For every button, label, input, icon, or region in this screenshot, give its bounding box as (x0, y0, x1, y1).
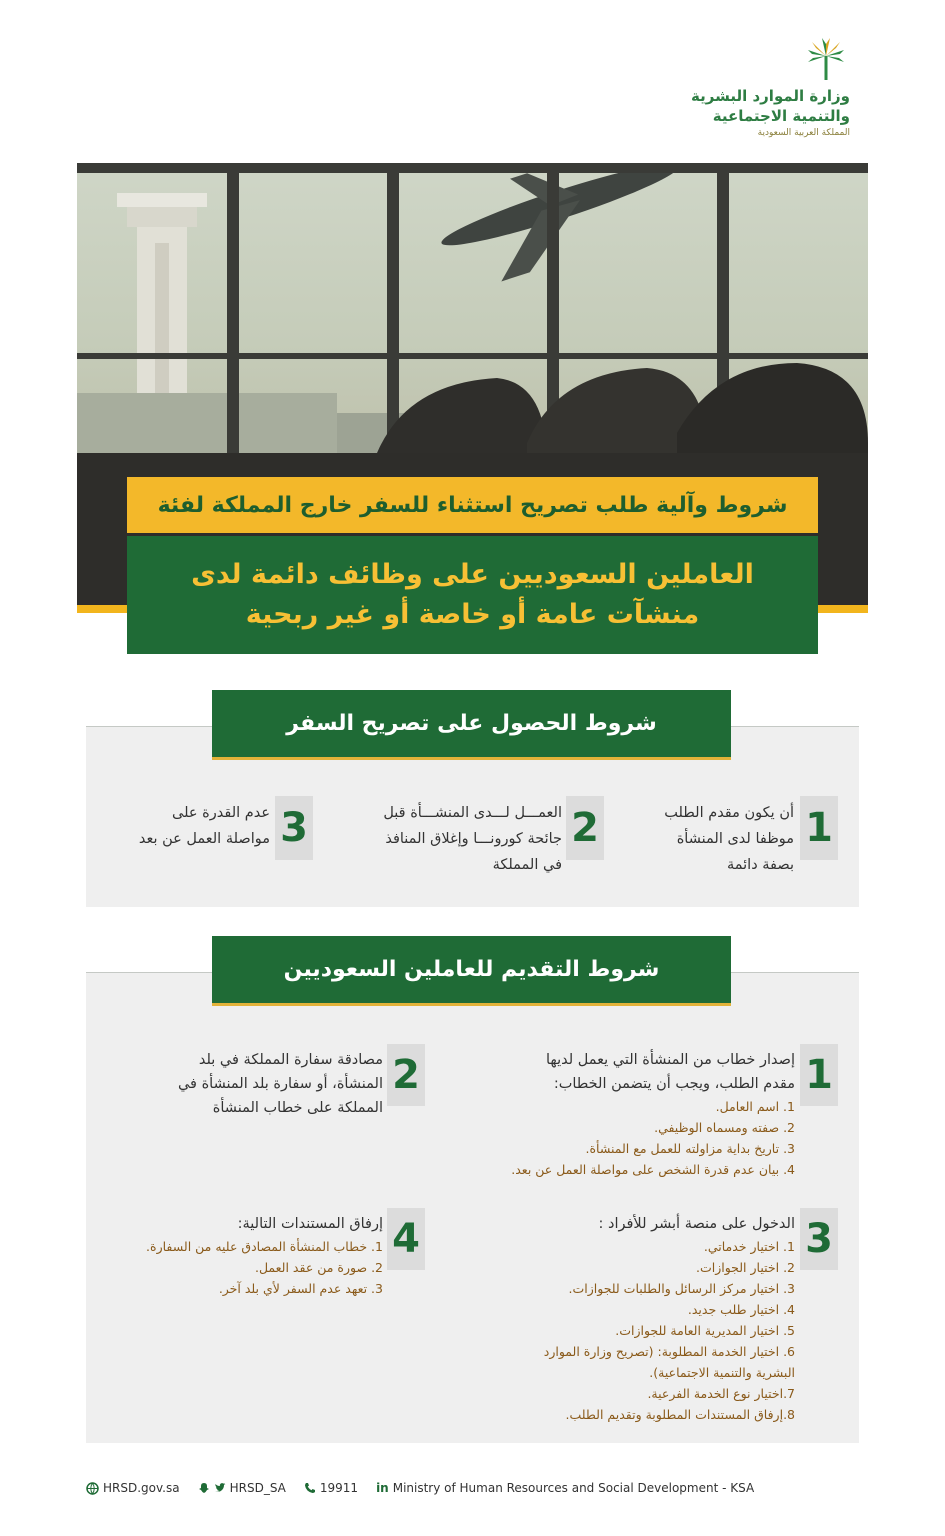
list-item: 2. صفته ومسماه الوظيفي. (654, 1120, 795, 1135)
list-item: 5. اختيار المديرية العامة للجوازات. (615, 1323, 795, 1338)
list-item: 4. اختيار طلب جديد. (687, 1302, 795, 1317)
footer-website-text: HRSD.gov.sa (103, 1481, 180, 1495)
condition-3-number: 3 (275, 796, 313, 860)
snapchat-icon (198, 1482, 210, 1494)
step-4-head: إرفاق المستندات التالية: (237, 1216, 383, 1232)
step-2-content (100, 1048, 383, 1120)
step-4-number: 4 (387, 1208, 425, 1270)
section1-heading-text: شروط الحصول على تصريح السفر (286, 711, 657, 736)
footer-social[interactable] (198, 1481, 286, 1495)
footer-social-text: HRSD_SA (229, 1481, 286, 1495)
step-3-head: الدخول على منصة أبشر للأفراد : (598, 1216, 795, 1232)
step-4-list (100, 1236, 383, 1299)
condition-3-line-2: مواصلة العمل عن بعد (138, 831, 270, 847)
step-1-content (440, 1048, 795, 1180)
list-item: 2. اختيار الجوازات. (696, 1260, 795, 1275)
condition-2-number: 2 (566, 796, 604, 860)
condition-2-line-3: في المملكة (492, 857, 562, 873)
condition-1-line-2: موظفا لدى المنشأة (676, 831, 794, 847)
list-item: 2. صورة من عقد العمل. (254, 1260, 383, 1275)
title-main-line-1: العاملين السعوديين على وظائف دائمة لدى (191, 559, 754, 590)
step-3-number: 3 (800, 1208, 838, 1270)
footer-phone[interactable] (304, 1481, 358, 1495)
title-top-banner (127, 477, 818, 533)
globe-icon (86, 1482, 99, 1495)
step-2-line-2: المنشأة، أو سفارة بلد المنشأة في (177, 1076, 383, 1092)
step-2-line-3: المملكة على خطاب المنشأة (212, 1100, 383, 1116)
condition-2-text (340, 800, 562, 878)
footer-website[interactable] (86, 1481, 180, 1495)
list-item: 1. اسم العامل. (715, 1099, 795, 1114)
logo-line-3: المملكة العربية السعودية (757, 128, 850, 138)
list-item: 4. بيان عدم قدرة الشخص على مواصلة العمل عن بعد. (511, 1162, 795, 1177)
condition-3-line-1: عدم القدرة على (172, 805, 270, 821)
footer-linkedin-text: Ministry of Human Resources and Social Development - KSA (392, 1481, 755, 1495)
condition-3-text (90, 800, 270, 852)
logo-line-2: والتنمية الاجتماعية (712, 107, 850, 125)
list-item: 3. تاريخ بداية مزاولته للعمل مع المنشأة. (585, 1141, 795, 1156)
title-main-line-2: منشآت عامة أو خاصة أو غير ربحية (245, 599, 700, 630)
list-item: 1. اختيار خدماتي. (703, 1239, 795, 1254)
palm-emblem-icon (802, 36, 850, 84)
phone-icon (304, 1482, 316, 1494)
list-item: 3. اختيار مركز الرسائل والطلبات للجوازات. (568, 1281, 795, 1296)
ministry-logo (620, 36, 850, 146)
list-item: 8.إرفاق المستندات المطلوبة وتقديم الطلب. (565, 1407, 795, 1422)
title-main-banner (127, 536, 818, 654)
condition-1-line-1: أن يكون مقدم الطلب (664, 805, 794, 821)
condition-2-line-2: جائحة كورونـــا وإغلاق المنافذ (385, 831, 562, 847)
condition-1-text (600, 800, 794, 878)
list-item: 3. تعهد عدم السفر لأي بلد آخر. (218, 1281, 383, 1296)
section2-heading-text: شروط التقديم للعاملين السعوديين (283, 957, 660, 982)
footer-linkedin[interactable] (376, 1481, 754, 1495)
section2-heading (212, 936, 731, 1006)
condition-1-number: 1 (800, 796, 838, 860)
step-3-content (440, 1212, 795, 1425)
step-1-number: 1 (800, 1044, 838, 1106)
logo-line-1: وزارة الموارد البشرية (691, 87, 850, 105)
condition-1-line-3: بصفة دائمة (726, 857, 794, 873)
section1-heading (212, 690, 731, 760)
footer (86, 1478, 786, 1498)
title-top-text: شروط وآلية طلب تصريح استثناء للسفر خارج المملكة لفئة (157, 492, 788, 518)
footer-phone-text: 19911 (319, 1481, 359, 1495)
condition-2-line-1: العمـــل لـــدى المنشـــأة قبل (383, 805, 562, 821)
step-1-head-line-1: إصدار خطاب من المنشأة التي يعمل لديها (546, 1052, 795, 1068)
list-item: 1. خطاب المنشأة المصادق عليه من السفارة. (146, 1239, 383, 1254)
step-3-list (440, 1236, 795, 1425)
list-item: البشرية والتنمية الاجتماعية). (649, 1365, 795, 1380)
list-item: 6. اختيار الخدمة المطلوبة: (تصريح وزارة الموارد (543, 1344, 795, 1359)
step-4-content (100, 1212, 383, 1299)
twitter-icon (214, 1482, 226, 1494)
list-item: 7.اختيار نوع الخدمة الفرعية. (647, 1386, 795, 1401)
step-1-head-line-2: مقدم الطلب، ويجب أن يتضمن الخطاب: (553, 1076, 795, 1092)
step-2-line-1: مصادقة سفارة المملكة في بلد (198, 1052, 383, 1068)
step-1-list (440, 1096, 795, 1180)
step-2-number: 2 (387, 1044, 425, 1106)
linkedin-icon: in (376, 1481, 389, 1495)
